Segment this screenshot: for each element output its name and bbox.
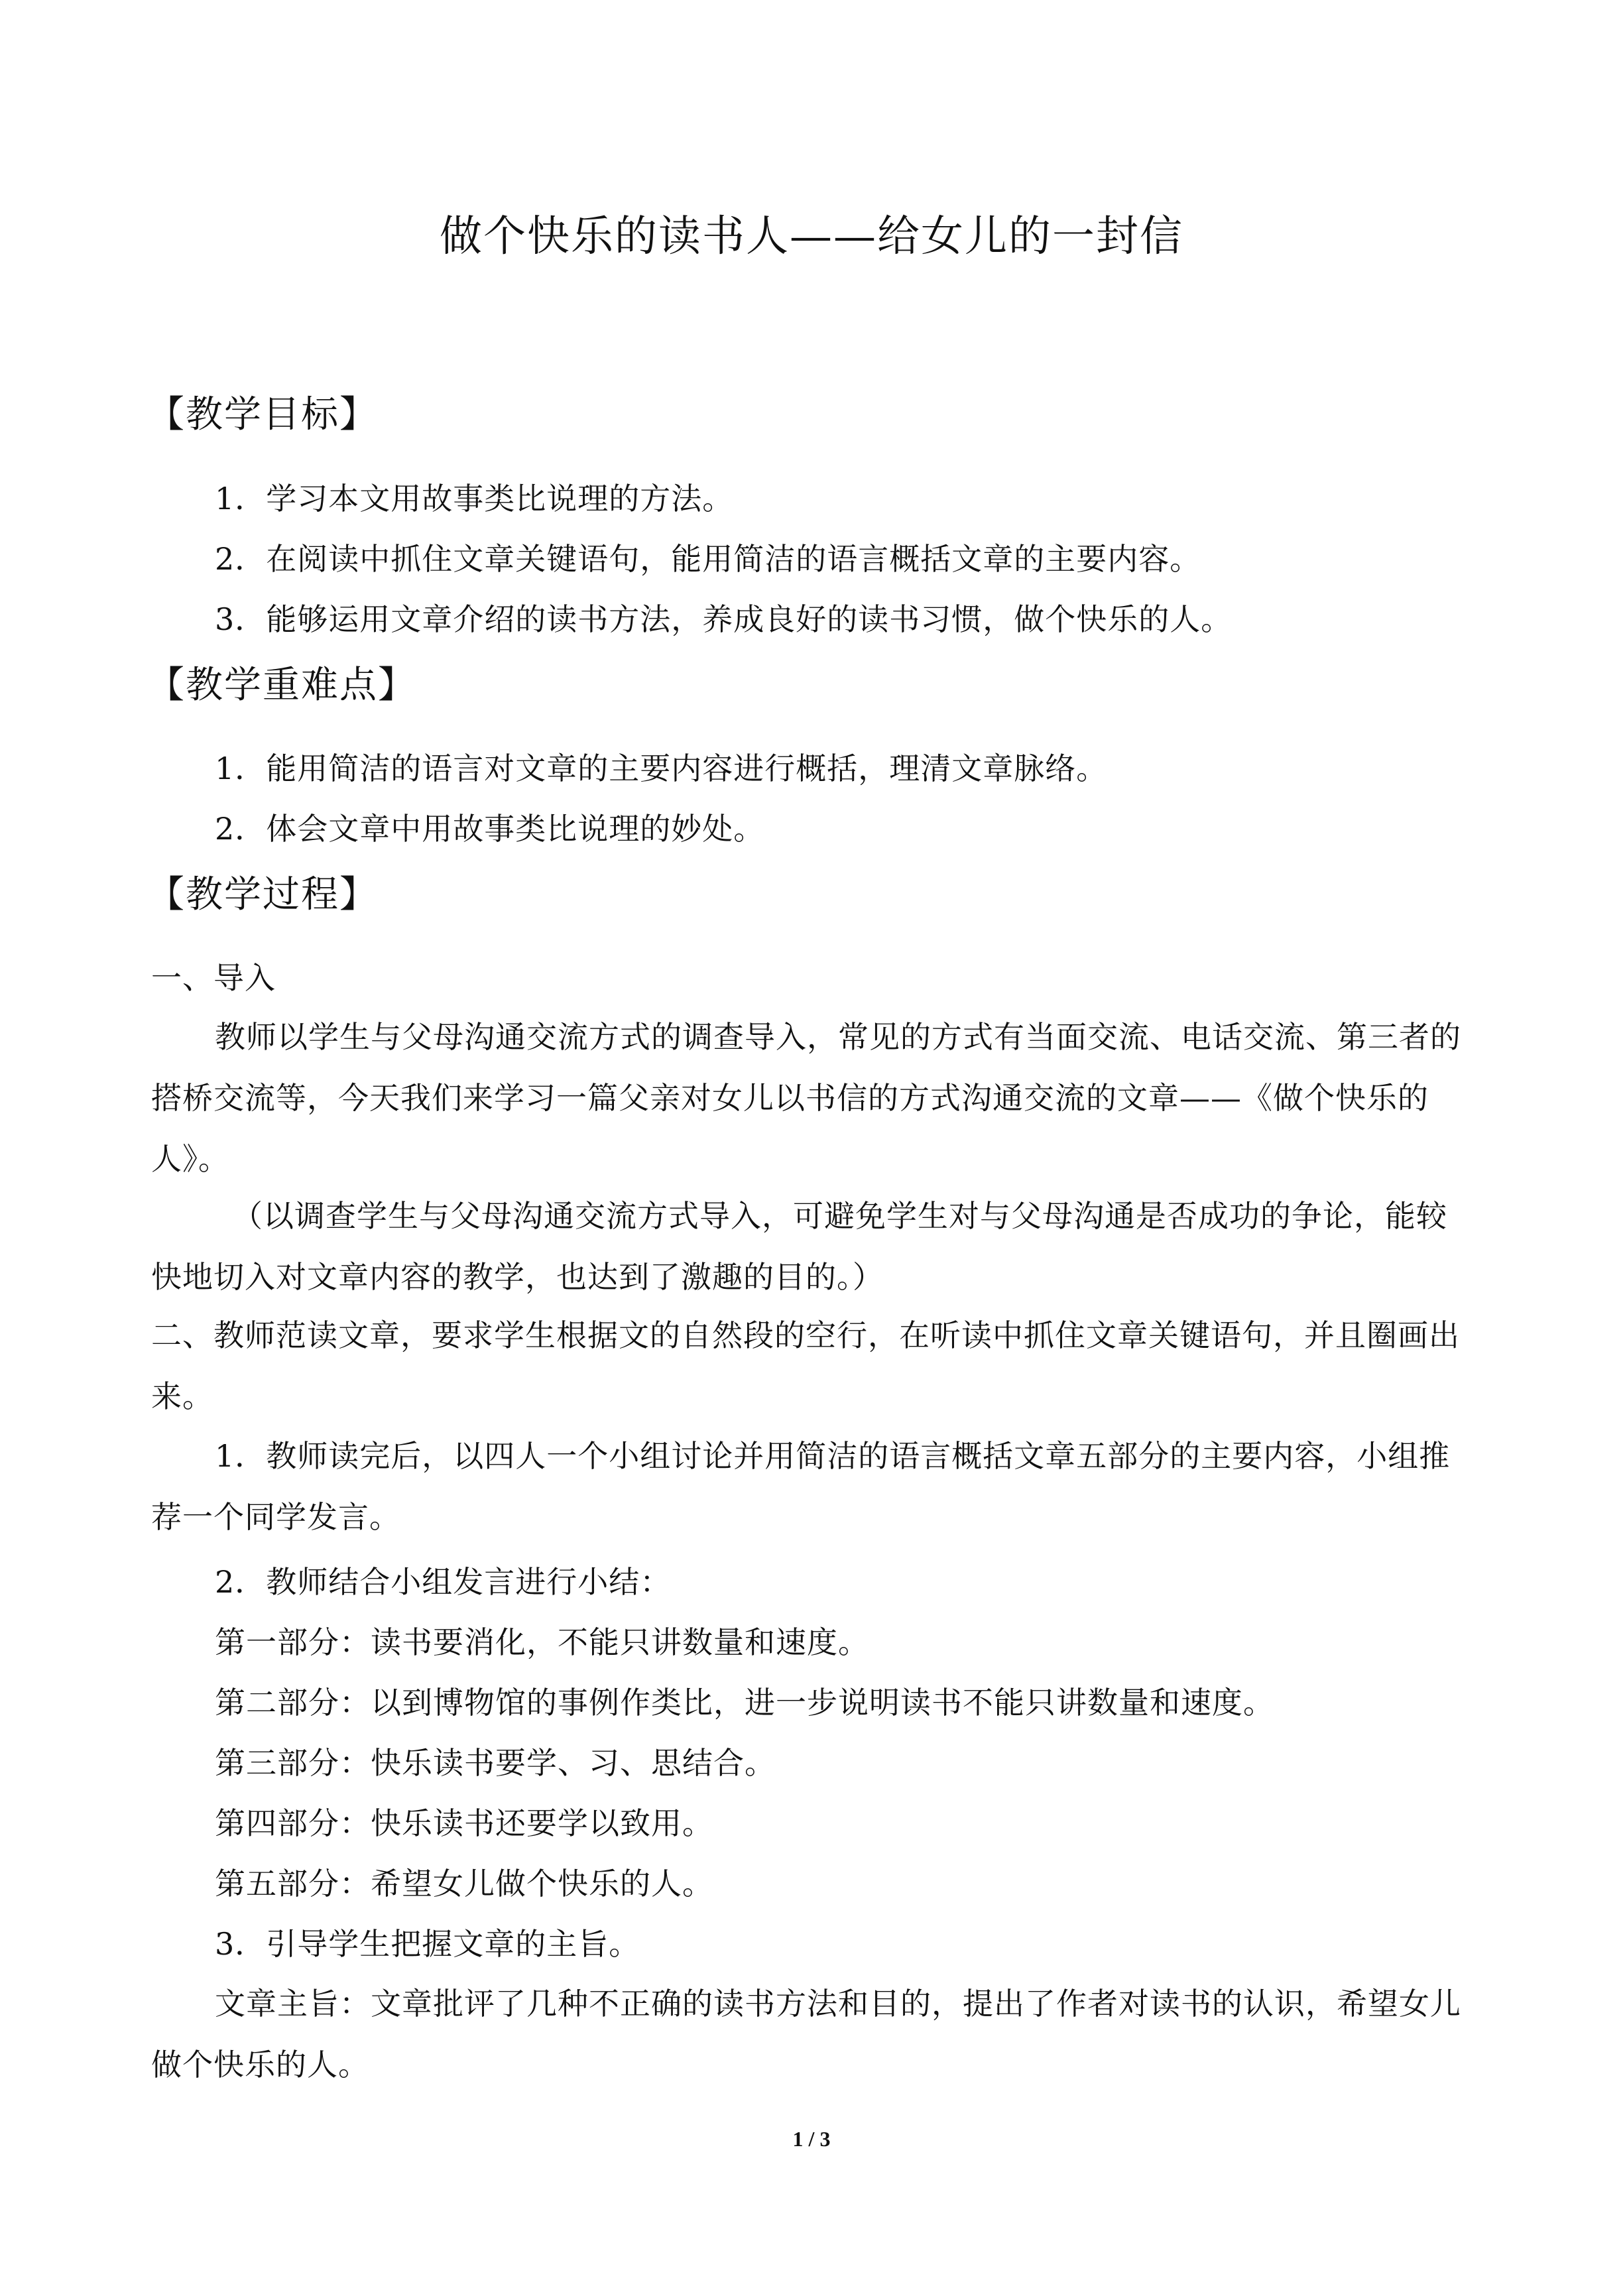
key-point-item: 1．能用简洁的语言对文章的主要内容进行概括，理清文章脉络。 [215, 751, 1108, 786]
part-summary: 第四部分：快乐读书还要学以致用。 [215, 1805, 713, 1841]
theme-paragraph: 文章主旨：文章批评了几种不正确的读书方法和目的，提出了作者对读书的认识，希望女儿做个快乐的人。 [151, 1986, 1461, 2083]
objective-item: 3．能够运用文章介绍的读书方法，养成良好的读书习惯，做个快乐的人。 [215, 601, 1232, 637]
heading-key-points: 【教学重难点】 [147, 664, 416, 707]
section-title: 一、导入 [151, 960, 276, 996]
part-summary: 第一部分：读书要消化，不能只讲数量和速度。 [215, 1624, 869, 1660]
part-summary: 第三部分：快乐读书要学、习、思结合。 [215, 1745, 776, 1781]
step-paragraph: 1．教师读完后，以四人一个小组讨论并用简洁的语言概括文章五部分的主要内容，小组推荐一个同学发言。 [151, 1438, 1451, 1535]
section-title: 二、教师范读文章，要求学生根据文的自然段的空行，在听读中抓住文章关键语句，并且圈画出来。 [151, 1317, 1460, 1414]
page-number: 1 / 3 [792, 2127, 831, 2151]
part-summary: 第二部分：以到博物馆的事例作类比，进一步说明读书不能只讲数量和速度。 [215, 1685, 1274, 1721]
key-point-item: 2．体会文章中用故事类比说理的妙处。 [215, 811, 765, 847]
teaching-note: （以调查学生与父母沟通交流方式导入，可避免学生对与父母沟通是否成功的争论，能较快地切入对文章内容的教学，也达到了激趣的目的。） [151, 1198, 1447, 1295]
document-title: 做个快乐的读书人——给女儿的一封信 [440, 212, 1183, 261]
step-paragraph: 2．教师结合小组发言进行小结： [215, 1564, 672, 1600]
objective-item: 1．学习本文用故事类比说理的方法。 [215, 481, 734, 516]
heading-process: 【教学过程】 [147, 873, 378, 916]
heading-objectives: 【教学目标】 [147, 393, 378, 436]
objective-item: 2．在阅读中抓住文章关键语句，能用简洁的语言概括文章的主要内容。 [215, 541, 1201, 577]
part-summary: 第五部分：希望女儿做个快乐的人。 [215, 1866, 713, 1902]
section-paragraph: 教师以学生与父母沟通交流方式的调查导入，常见的方式有当面交流、电话交流、第三者的搭桥交流等，今天我们来学习一篇父亲对女儿以书信的方式沟通交流的文章——《做个快乐的人》。 [151, 1019, 1461, 1177]
step-paragraph: 3．引导学生把握文章的主旨。 [215, 1926, 640, 1962]
